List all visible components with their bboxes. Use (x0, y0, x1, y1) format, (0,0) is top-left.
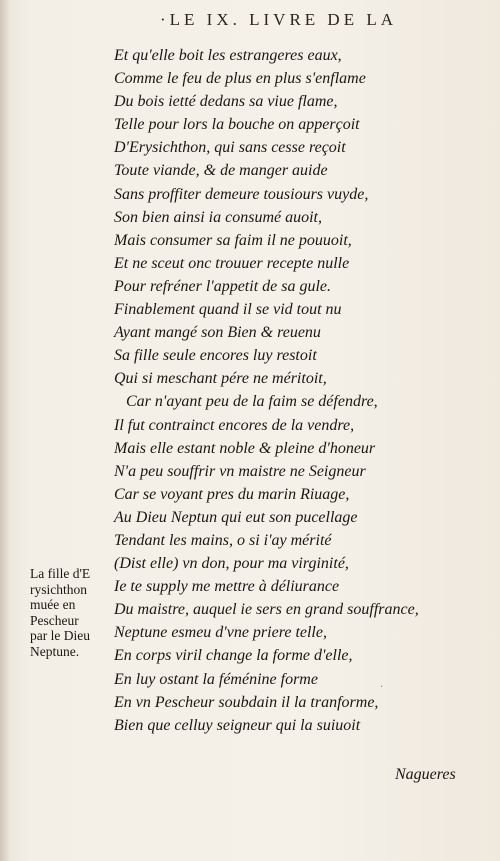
verse-line: Tendant les mains, o si i'ay mérité (114, 531, 332, 549)
verse-line: Car se voyant pres du marin Riuage, (114, 485, 350, 503)
verse-line: Ie te supply me mettre à déliurance (114, 578, 340, 596)
catchword: Nagueres (395, 766, 456, 783)
verse-line: Au Dieu Neptun qui eut son pucellage (114, 508, 358, 526)
verse-line: Comme le feu de plus en plus s'enflame (114, 70, 366, 88)
verse-line: En vn Pescheur soubdain il la tranforme, (114, 693, 379, 711)
verse-line: (Dist elle) vn don, pour ma virginité, (114, 555, 349, 573)
verse-line: Mais consumer sa faim il ne pouuoit, (114, 231, 352, 249)
verse-line: D'Erysichthon, qui sans cesse reçoit (114, 139, 346, 157)
verse-line: Car n'ayant peu de la faim se défendre, (126, 393, 378, 411)
verse-line: Qui si meschant pére ne méritoit, (114, 370, 327, 388)
verse-line: Sa fille seule encores luy restoit (114, 347, 317, 365)
margin-note-line: Neptune. (30, 643, 80, 659)
margin-note (30, 566, 114, 659)
verse-line: Finablement quand il se vid tout nu (114, 301, 342, 319)
verse-line: Neptune esmeu d'vne priere telle, (114, 624, 327, 642)
verse-line: Toute viande, & de manger auide (114, 162, 328, 180)
verse-line: Ayant mangé son Bien & reuenu (114, 324, 321, 342)
verse-line: En corps viril change la forme d'elle, (114, 647, 353, 665)
verse-block (114, 44, 490, 737)
verse-line: Bien que celluy seigneur qui la suiuoit (114, 716, 361, 734)
verse-line: En luy ostant la féménine forme (114, 670, 318, 688)
verse-line: Son bien ainsi ia consumé auoit, (114, 208, 322, 226)
verse-line: Pour refréner l'appetit de sa gule. (114, 277, 332, 295)
margin-note-line: muée en (30, 597, 76, 612)
ink-speck: · (380, 682, 384, 693)
verse-line: Il fut contrainct encores de la vendre, (114, 416, 355, 434)
running-title: ·LE IX. LIVRE DE LA (160, 10, 397, 29)
verse-line: N'a peu souffrir vn maistre ne Seigneur (114, 462, 366, 480)
verse-line: Sans proffiter demeure tousiours vuyde, (114, 185, 369, 203)
margin-note-line: par le Dieu (30, 628, 90, 643)
verse-line: Du maistre, auquel ie sers en grand souffrance, (114, 601, 419, 619)
margin-note-line: La fille d'E (30, 566, 91, 581)
verse-line: Et ne sceut onc trouuer recepte nulle (114, 254, 350, 272)
margin-note-line: rysichthon (30, 581, 87, 597)
verse-line: Du bois ietté dedans sa viue flame, (114, 93, 338, 111)
verse-line: Et qu'elle boit les estrangeres eaux, (114, 47, 342, 64)
margin-note-line: Pescheur (30, 612, 79, 628)
verse-line: Mais elle estant noble & pleine d'honeur (114, 439, 376, 457)
verse-line: Telle pour lors la bouche on apperçoit (114, 116, 360, 134)
